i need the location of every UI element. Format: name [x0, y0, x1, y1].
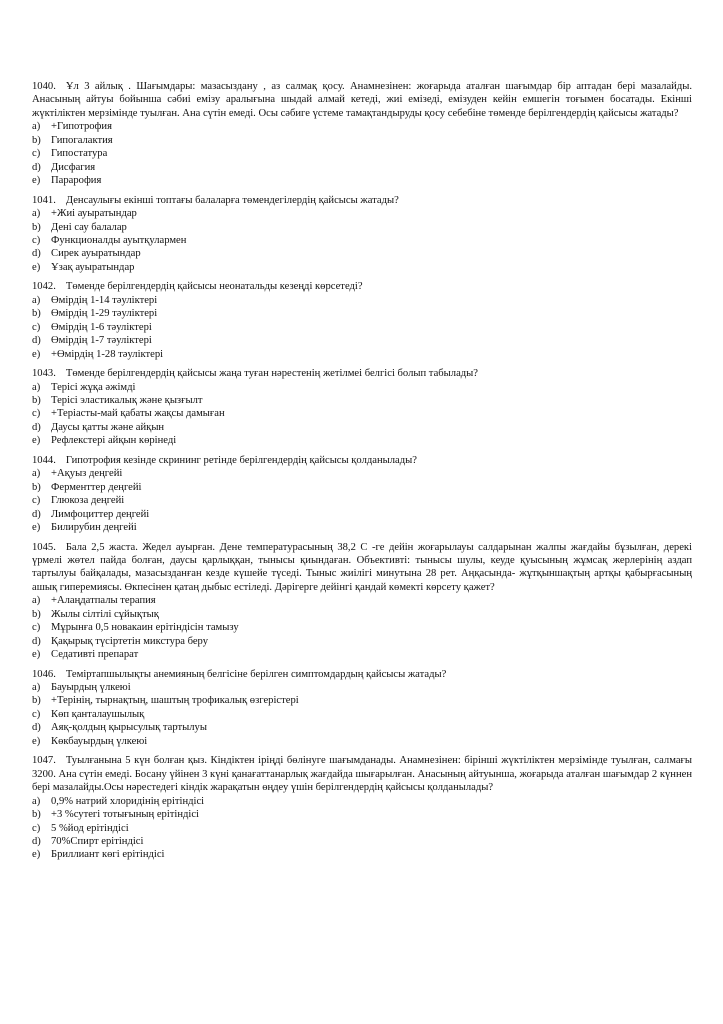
answer-option	[32, 261, 692, 274]
option-letter: e)	[32, 435, 41, 447]
answer-option	[32, 134, 692, 147]
option-text: Рефлекстері айқын көрінеді	[51, 435, 177, 447]
option-text: +Гипотрофия	[51, 121, 112, 133]
option-text: +Алаңдатпалы терапия	[51, 595, 156, 607]
option-text: Терісі эластикалық және қызғылт	[51, 394, 203, 406]
answer-option	[32, 694, 692, 707]
answer-option	[32, 708, 692, 721]
answer-option	[32, 221, 692, 234]
option-letter: b)	[32, 221, 41, 233]
question-number: 1041.	[32, 194, 56, 206]
question-1046	[32, 668, 692, 749]
option-text: Аяқ-қолдың қырысулық тартылуы	[51, 722, 207, 734]
answer-options	[32, 795, 692, 862]
option-text: Функционалды ауытқулармен	[51, 234, 187, 246]
option-letter: a)	[32, 121, 41, 133]
option-letter: e)	[32, 175, 41, 187]
answer-option	[32, 681, 692, 694]
option-letter: c)	[32, 822, 41, 834]
option-text: Өмірдің 1-14 тәуліктері	[51, 294, 158, 306]
option-letter: c)	[32, 708, 41, 720]
option-text: Гипостатура	[51, 148, 108, 160]
answer-option	[32, 394, 692, 407]
answer-option	[32, 207, 692, 220]
answer-options	[32, 594, 692, 661]
option-text: Бриллиант көгі ерітіндісі	[51, 849, 165, 861]
question-number: 1047.	[32, 755, 56, 767]
answer-options	[32, 381, 692, 448]
option-letter: d)	[32, 335, 41, 347]
option-letter: b)	[32, 809, 41, 821]
answer-option	[32, 848, 692, 861]
question-text	[32, 541, 692, 595]
option-text: +Жиі ауыратындар	[51, 208, 137, 220]
option-text: +Терінің, тырнақтың, шаштың трофикалық өзгерістері	[51, 695, 299, 707]
option-text: Даусы қатты және айқын	[51, 421, 165, 433]
option-text: Өмірдің 1-7 тәуліктері	[51, 335, 152, 347]
answer-option	[32, 494, 692, 507]
question-number: 1046.	[32, 668, 56, 680]
question-body: Теміртапшылықты анемияның белгісіне берілген симптомдардың қайсысы жатады?	[65, 668, 447, 680]
question-number: 1045.	[32, 541, 56, 553]
question-1042	[32, 280, 692, 361]
option-text: Көп қанталаушылық	[51, 708, 145, 720]
answer-option	[32, 621, 692, 634]
answer-option	[32, 795, 692, 808]
answer-options	[32, 294, 692, 361]
option-letter: d)	[32, 421, 41, 433]
question-text	[32, 80, 692, 120]
option-text: Көкбауырдың үлкеюі	[51, 735, 148, 747]
answer-option	[32, 434, 692, 447]
question-body: Гипотрофия кезінде скрининг ретінде берілгендердің қайсысы қолданылады?	[65, 454, 417, 466]
option-letter: c)	[32, 408, 41, 420]
option-text: Жылы сілтілі сұйықтық	[51, 608, 159, 620]
option-letter: b)	[32, 481, 41, 493]
option-letter: e)	[32, 522, 41, 534]
option-text: Бауырдың үлкеюі	[51, 682, 131, 694]
option-letter: a)	[32, 595, 41, 607]
option-letter: e)	[32, 261, 41, 273]
option-letter: c)	[32, 234, 41, 246]
option-letter: a)	[32, 468, 41, 480]
question-text	[32, 668, 692, 681]
question-number: 1044.	[32, 454, 56, 466]
option-letter: b)	[32, 308, 41, 320]
question-1045	[32, 541, 692, 662]
answer-option	[32, 822, 692, 835]
option-letter: a)	[32, 682, 41, 694]
question-1044	[32, 454, 692, 535]
answer-option	[32, 321, 692, 334]
option-letter: b)	[32, 394, 41, 406]
option-letter: b)	[32, 134, 41, 146]
question-number: 1043.	[32, 368, 56, 380]
option-text: Қақырық түсіртетін микстура беру	[51, 635, 208, 647]
answer-option	[32, 334, 692, 347]
option-letter: a)	[32, 294, 41, 306]
option-text: Парарофия	[51, 175, 102, 187]
option-text: Терісі жұқа әжімді	[51, 381, 136, 393]
answer-option	[32, 247, 692, 260]
answer-option	[32, 835, 692, 848]
question-1047	[32, 754, 692, 862]
document-page	[32, 80, 692, 868]
question-body: Туылғанына 5 күн болған қыз. Кіндіктен іріңді бөлінуге шағымданады. Анамнезінен: бірінші жүктіліктен мерзімінде туылған, салмағы 3200. Ана сүтін емеді. Босану үйінен 3 күні қанағаттанарлық жағдайда шығарылған. Анасының айтуынша, жоғарыда аталған шағымдар 2 күннен бері мазалайды.Осы нәрестедегі кіндік жарақатын өңдеу үшін берілгендердің қайсысы қолданылады?	[32, 755, 692, 794]
answer-options	[32, 120, 692, 187]
answer-option	[32, 348, 692, 361]
option-letter: d)	[32, 161, 41, 173]
option-letter: a)	[32, 381, 41, 393]
question-text	[32, 280, 692, 293]
option-text: 5 %йод ерітіндісі	[51, 822, 129, 834]
answer-option	[32, 147, 692, 160]
answer-option	[32, 721, 692, 734]
question-text	[32, 194, 692, 207]
option-letter: e)	[32, 348, 41, 360]
question-body: Денсаулығы екінші топтағы балаларға төмендегілердің қайсысы жатады?	[65, 194, 399, 206]
answer-option	[32, 294, 692, 307]
option-text: +Өмірдің 1-28 тәуліктері	[51, 348, 164, 360]
option-text: +Ақуыз деңгейі	[51, 468, 123, 480]
option-text: Гипогалактия	[51, 134, 113, 146]
question-text	[32, 754, 692, 794]
option-text: Седативті препарат	[51, 649, 139, 661]
option-letter: e)	[32, 735, 41, 747]
option-letter: c)	[32, 495, 41, 507]
option-text: Өмірдің 1-29 тәуліктері	[51, 308, 158, 320]
answer-option	[32, 481, 692, 494]
question-1041	[32, 194, 692, 275]
option-text: Өмірдің 1-6 тәуліктері	[51, 321, 152, 333]
question-number: 1040.	[32, 81, 56, 92]
option-text: +3 %сутегі тотығының ерітіндісі	[51, 809, 199, 821]
answer-option	[32, 407, 692, 420]
option-letter: a)	[32, 208, 41, 220]
answer-option	[32, 120, 692, 133]
option-letter: b)	[32, 608, 41, 620]
option-letter: b)	[32, 695, 41, 707]
option-text: Дені сау балалар	[51, 221, 127, 233]
option-text: Лимфоциттер деңгейі	[51, 508, 150, 520]
option-text: Билирубин деңгейі	[51, 522, 137, 534]
answer-option	[32, 234, 692, 247]
answer-option	[32, 307, 692, 320]
option-letter: e)	[32, 649, 41, 661]
answer-option	[32, 608, 692, 621]
question-body: Төменде берілгендердің қайсысы жаңа туған нәрестенің жетілмеі белгісі болып табылады?	[65, 368, 478, 380]
answer-option	[32, 735, 692, 748]
question-text	[32, 454, 692, 467]
option-letter: d)	[32, 635, 41, 647]
option-text: 70%Спирт ерітіндісі	[51, 836, 144, 848]
option-text: +Теріасты-май қабаты жақсы дамыған	[51, 408, 225, 420]
answer-option	[32, 521, 692, 534]
option-letter: c)	[32, 321, 41, 333]
option-letter: d)	[32, 722, 41, 734]
option-letter: d)	[32, 508, 41, 520]
option-letter: c)	[32, 622, 41, 634]
answer-option	[32, 635, 692, 648]
answer-options	[32, 681, 692, 748]
question-number: 1042.	[32, 281, 56, 293]
answer-option	[32, 381, 692, 394]
option-text: Сирек ауыратындар	[51, 248, 141, 260]
answer-option	[32, 808, 692, 821]
option-text: Дисфагия	[51, 161, 96, 173]
answer-option	[32, 161, 692, 174]
option-text: Ферменттер деңгейі	[51, 481, 142, 493]
question-text	[32, 367, 692, 380]
answer-option	[32, 421, 692, 434]
answer-option	[32, 508, 692, 521]
answer-options	[32, 467, 692, 534]
question-1040	[32, 80, 692, 188]
option-letter: c)	[32, 148, 41, 160]
answer-option	[32, 594, 692, 607]
question-body: Төменде берілгендердің қайсысы неонатальды кезеңді көрсетеді?	[65, 281, 363, 293]
answer-option	[32, 174, 692, 187]
answer-option	[32, 648, 692, 661]
option-text: 0,9% натрий хлоридінің ерітіндісі	[51, 795, 205, 807]
option-text: Мұрынға 0,5 новакаин ерітіндісін тамызу	[51, 622, 239, 634]
answer-options	[32, 207, 692, 274]
option-letter: d)	[32, 836, 41, 848]
option-text: Ұзақ ауыратындар	[51, 261, 135, 273]
option-letter: e)	[32, 849, 41, 861]
option-text: Глюкоза деңгейі	[51, 495, 125, 507]
option-letter: d)	[32, 248, 41, 260]
question-body: Ұл 3 айлық . Шағымдары: мазасыздану , аз салмақ қосу. Анамнезінен: жоғарыда аталған шағымдар бір аптадан бері мазалайды. Анасының айтуы бойынша сәбиі емізу аралығына шыдай алмай кетеді, жиі емізеді, емізуден кейін емшегін тоғымен босатады. Екінші жүктіліктен мерзімінде туылған. Ана сүтін емеді. Осы сәбиге үстеме тамақтандыруды қосу себебіне төменде берілгендердің қайсысы жатады?	[32, 81, 692, 119]
answer-option	[32, 467, 692, 480]
question-1043	[32, 367, 692, 448]
option-letter: a)	[32, 795, 41, 807]
question-body: Бала 2,5 жаста. Жедел ауырған. Дене температурасының 38,2 С -ге дейін жоғарылауы салдарынан жалпы жағдайы бұзылған, дерекі үрмелі жөтел пайда болған, даусы қарлыққан, тынысы қиындаған. Объективті: тынысы шулы, кеуде қуысының жұмсақ жерлерінің аздап тартылуы байқалады, мазасызданған кезде күшейе түседі. Тыныс жиілігі минутына 28 рет. Аңқасында- жұтқыншақтың артқы қабырғасының ашық гиперемиясы. Өкпесінен қатаң дыбыс естіледі. Дәрігерге дейінгі қандай көмекті көрсету қажет?	[32, 541, 692, 593]
